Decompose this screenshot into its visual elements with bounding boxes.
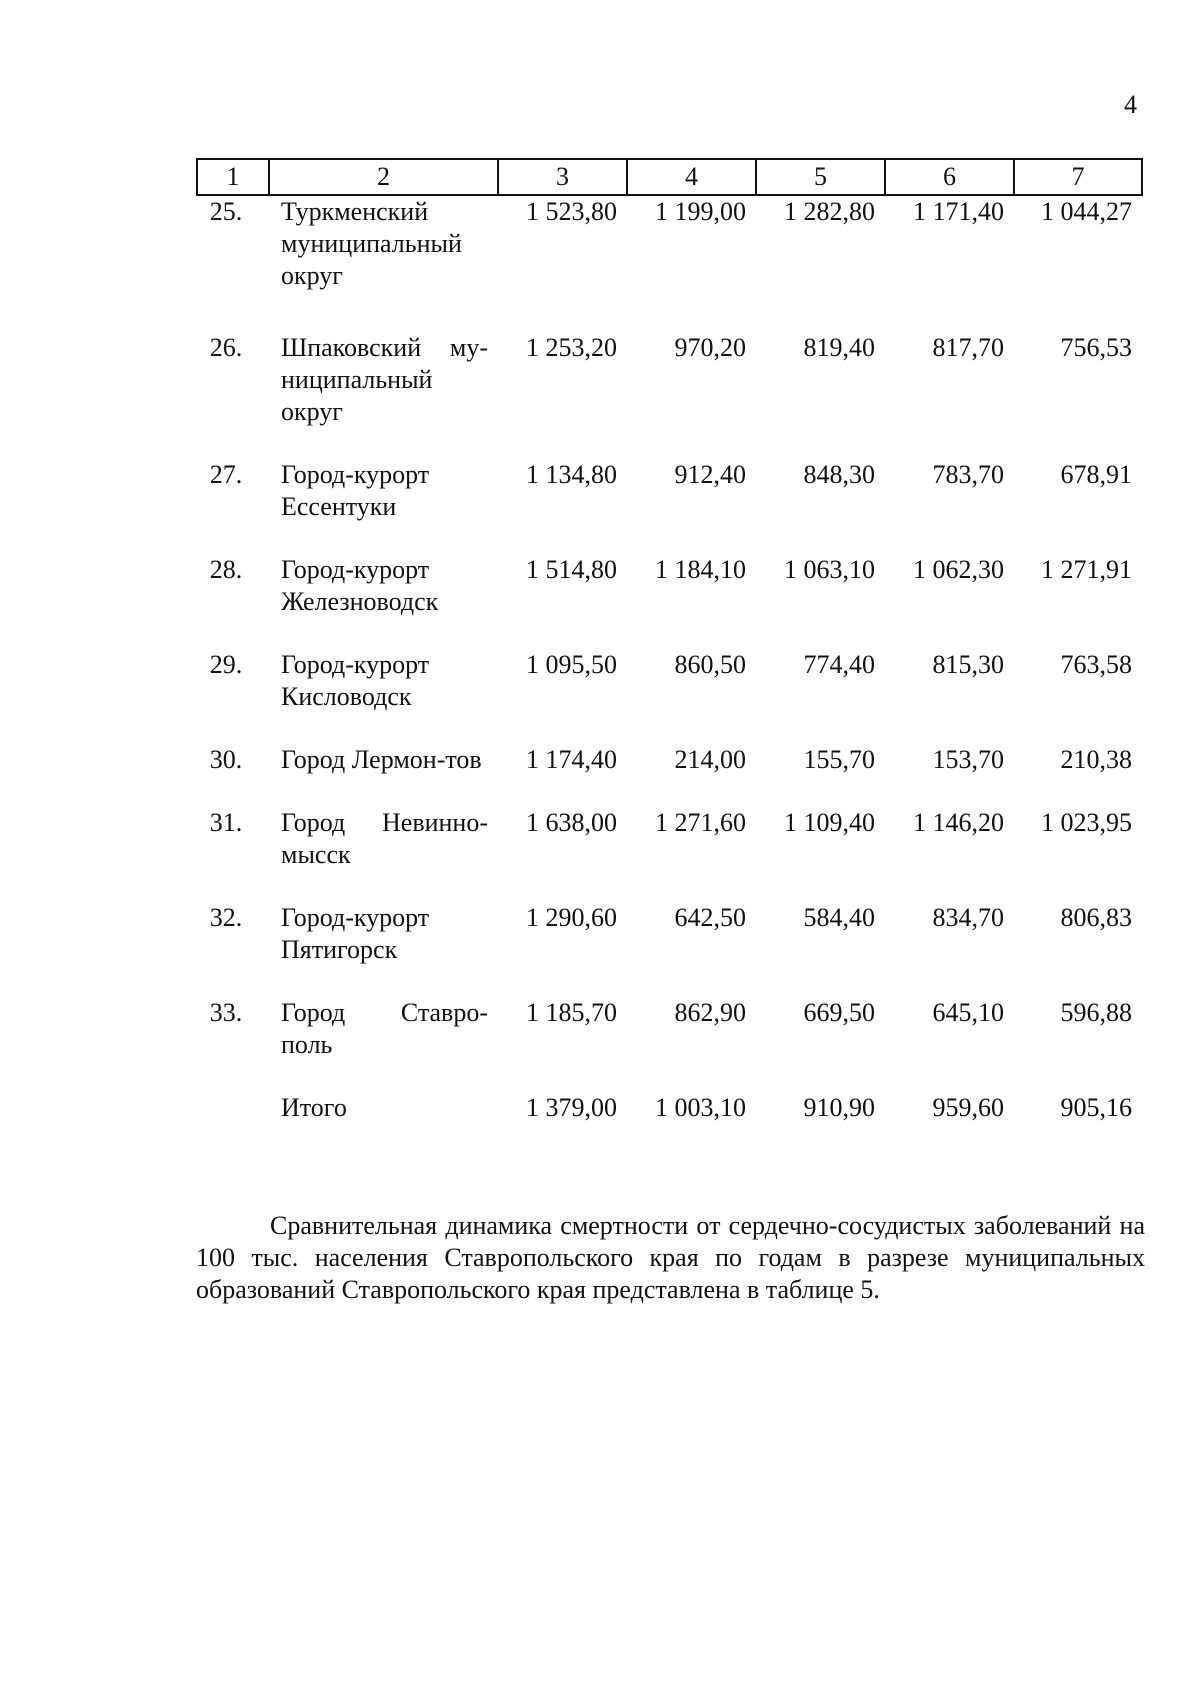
value-col-7: 756,53 xyxy=(1060,333,1132,362)
value-col-4: 1 199,00 xyxy=(655,197,746,226)
municipality-name: Город Лермон-тов xyxy=(281,745,482,774)
body-paragraph: Сравнительная динамика смертности от сердечно-сосудистых заболеваний на 100 тыс. населения Ставропольского края по годам в разрезе муниципальных образований Ставропольского края представлена в таблице 5. xyxy=(196,1211,1145,1304)
page-number: 4 xyxy=(1124,90,1137,119)
value-col-7: 1 023,95 xyxy=(1041,808,1132,837)
row-number: 33. xyxy=(209,998,243,1027)
value-col-3: 1 523,80 xyxy=(526,197,617,226)
municipality-name: Итого xyxy=(281,1093,347,1122)
municipality-name: Город-курорт Пятигорск xyxy=(281,903,430,964)
value-col-7: 806,83 xyxy=(1060,903,1132,932)
value-col-3: 1 253,20 xyxy=(526,333,617,362)
value-col-3: 1 174,40 xyxy=(526,745,617,774)
header-col-5: 5 xyxy=(756,159,885,195)
value-col-7: 1 271,91 xyxy=(1041,555,1132,584)
header-row xyxy=(197,159,1142,195)
row-number: 26. xyxy=(209,333,243,362)
municipality-name: Город-курорт Кисловодск xyxy=(281,650,430,711)
header-col-6: 6 xyxy=(885,159,1014,195)
value-col-5: 584,40 xyxy=(803,903,875,932)
value-col-3: 1 134,80 xyxy=(526,460,617,489)
value-col-3: 1 379,00 xyxy=(526,1093,617,1122)
value-col-3: 1 514,80 xyxy=(526,555,617,584)
value-col-6: 815,30 xyxy=(932,650,1004,679)
value-col-6: 1 146,20 xyxy=(913,808,1004,837)
value-col-6: 834,70 xyxy=(932,903,1004,932)
mortality-table xyxy=(196,158,1143,1155)
row-number xyxy=(197,1092,269,1155)
table-row xyxy=(197,997,1142,1092)
municipality-name: Город-курорт Ессентуки xyxy=(281,460,430,521)
value-col-3: 1 095,50 xyxy=(526,650,617,679)
municipality-name: Шпаковский му-ниципальный округ xyxy=(281,333,488,426)
value-col-7: 905,16 xyxy=(1060,1093,1132,1122)
value-col-4: 642,50 xyxy=(674,903,746,932)
municipality-name: Город Ставро-поль xyxy=(281,998,488,1059)
value-col-7: 1 044,27 xyxy=(1041,197,1132,226)
value-col-6: 817,70 xyxy=(932,333,1004,362)
value-col-6: 1 062,30 xyxy=(913,555,1004,584)
table-row xyxy=(197,744,1142,807)
row-number: 25. xyxy=(209,197,243,226)
value-col-5: 819,40 xyxy=(803,333,875,362)
value-col-7: 678,91 xyxy=(1060,460,1132,489)
table-body xyxy=(197,195,1142,1155)
value-col-6: 783,70 xyxy=(932,460,1004,489)
value-col-5: 848,30 xyxy=(803,460,875,489)
table-row xyxy=(197,902,1142,997)
table-row xyxy=(197,459,1142,554)
header-col-4: 4 xyxy=(627,159,756,195)
value-col-5: 1 063,10 xyxy=(784,555,875,584)
value-col-5: 774,40 xyxy=(803,650,875,679)
table-row xyxy=(197,554,1142,649)
row-number: 28. xyxy=(209,555,243,584)
value-col-4: 1 271,60 xyxy=(655,808,746,837)
value-col-6: 959,60 xyxy=(932,1093,1004,1122)
value-col-5: 1 109,40 xyxy=(784,808,875,837)
value-col-7: 210,38 xyxy=(1060,745,1132,774)
header-col-7: 7 xyxy=(1014,159,1142,195)
value-col-7: 763,58 xyxy=(1060,650,1132,679)
value-col-4: 970,20 xyxy=(674,333,746,362)
municipality-name: Город-курорт Железноводск xyxy=(281,555,439,616)
row-number: 27. xyxy=(209,460,243,489)
table-row xyxy=(197,195,1142,332)
value-col-5: 155,70 xyxy=(803,745,875,774)
value-col-6: 153,70 xyxy=(932,745,1004,774)
value-col-6: 645,10 xyxy=(932,998,1004,1027)
value-col-6: 1 171,40 xyxy=(913,197,1004,226)
value-col-5: 669,50 xyxy=(803,998,875,1027)
value-col-7: 596,88 xyxy=(1060,998,1132,1027)
value-col-4: 860,50 xyxy=(674,650,746,679)
value-col-5: 1 282,80 xyxy=(784,197,875,226)
value-col-4: 862,90 xyxy=(674,998,746,1027)
value-col-4: 214,00 xyxy=(674,745,746,774)
table-row xyxy=(197,649,1142,744)
row-number: 31. xyxy=(209,808,243,837)
table-row xyxy=(197,1092,1142,1155)
table-row xyxy=(197,332,1142,459)
row-number: 29. xyxy=(209,650,243,679)
municipality-name: Туркменский муниципальный округ xyxy=(281,197,462,290)
header-col-1: 1 xyxy=(197,159,269,195)
row-number: 30. xyxy=(209,745,243,774)
value-col-3: 1 185,70 xyxy=(526,998,617,1027)
table-header xyxy=(197,159,1142,195)
value-col-4: 1 003,10 xyxy=(655,1093,746,1122)
value-col-3: 1 638,00 xyxy=(526,808,617,837)
value-col-5: 910,90 xyxy=(803,1093,875,1122)
value-col-4: 1 184,10 xyxy=(655,555,746,584)
value-col-3: 1 290,60 xyxy=(526,903,617,932)
header-col-2: 2 xyxy=(269,159,498,195)
municipality-name: Город Невинно-мысск xyxy=(281,808,488,869)
header-col-3: 3 xyxy=(498,159,627,195)
value-col-4: 912,40 xyxy=(674,460,746,489)
row-number: 32. xyxy=(209,903,243,932)
table-row xyxy=(197,807,1142,902)
